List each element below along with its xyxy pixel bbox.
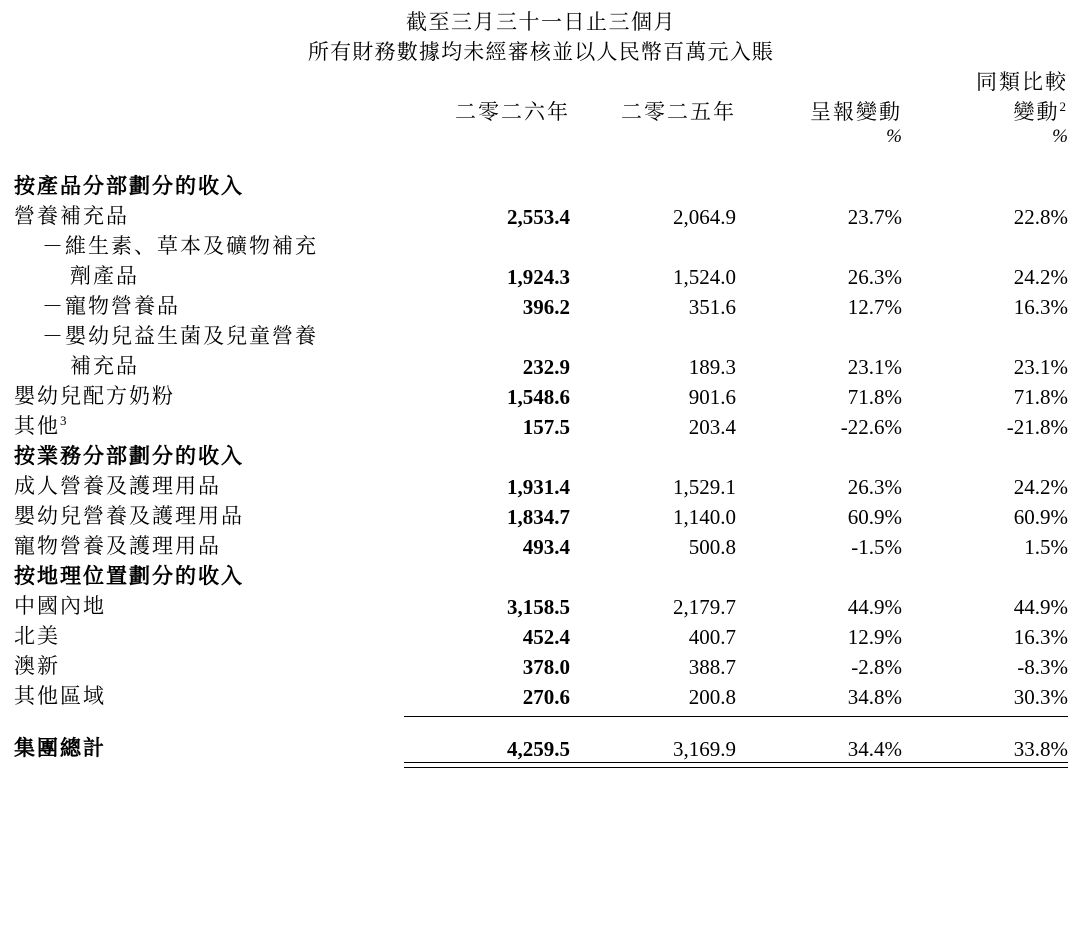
row-value-current: 1,931.4 xyxy=(507,475,570,499)
row-value-reported-change xyxy=(736,230,902,260)
header-title-row-1 xyxy=(14,6,1068,36)
row-value-comparable-change: 30.3% xyxy=(1013,685,1068,709)
row-value-current: 452.4 xyxy=(522,625,570,649)
table-row xyxy=(14,470,1068,500)
total-rule-bottom-prior xyxy=(570,767,736,769)
column-header-comparable-change-line1: 同類比較 xyxy=(976,70,1068,94)
row-value-comparable-change: 22.8% xyxy=(1013,205,1068,229)
row-label: 澳新 xyxy=(14,654,60,678)
row-value-prior xyxy=(570,320,736,350)
total-rule-bottom-row xyxy=(14,767,1068,769)
row-label: －維生素、草本及礦物補充 xyxy=(42,234,318,258)
row-value-current: 1,548.6 xyxy=(507,385,570,409)
unit-percent-reported: % xyxy=(886,126,902,147)
row-value-prior: 388.7 xyxy=(688,655,736,679)
row-value-comparable-change: 24.2% xyxy=(1013,475,1068,499)
row-value-prior: 351.6 xyxy=(688,295,736,319)
row-value-reported-change: 60.9% xyxy=(847,505,902,529)
comparable-change-footnote-marker: 2 xyxy=(1059,99,1068,114)
row-label: 成人營養及護理用品 xyxy=(14,474,221,498)
row-value-reported-change: 23.7% xyxy=(847,205,902,229)
total-value-reported-change: 34.4% xyxy=(847,736,902,761)
row-label: 其他區域 xyxy=(14,684,106,708)
table-row xyxy=(14,620,1068,650)
row-value-prior: 2,179.7 xyxy=(673,595,736,619)
header-units-row xyxy=(14,126,1068,148)
row-label xyxy=(14,410,404,440)
row-value-current: 1,924.3 xyxy=(507,265,570,289)
table-row xyxy=(14,680,1068,710)
report-period-title: 截至三月三十一日止三個月 xyxy=(406,10,676,34)
table-row xyxy=(14,410,1068,440)
section-geography xyxy=(14,560,1068,710)
row-value-prior: 189.3 xyxy=(688,355,736,379)
table-row xyxy=(14,500,1068,530)
column-header-comparable-change-line2 xyxy=(902,96,1068,126)
row-value-prior: 1,529.1 xyxy=(673,475,736,499)
row-value-comparable-change xyxy=(902,230,1068,260)
row-value-comparable-change: -21.8% xyxy=(1006,415,1068,439)
section-title-geography: 按地理位置劃分的收入 xyxy=(14,564,244,588)
column-header-reported-change: 呈報變動 xyxy=(810,100,902,124)
row-value-reported-change: 12.7% xyxy=(847,295,902,319)
section-total xyxy=(14,710,1068,769)
table-row xyxy=(14,320,1068,350)
row-value-comparable-change: -8.3% xyxy=(1017,655,1068,679)
table-row xyxy=(14,200,1068,230)
total-rule-bottom-current xyxy=(404,767,570,769)
section-title-product: 按產品分部劃分的收入 xyxy=(14,174,244,198)
row-value-reported-change: 26.3% xyxy=(847,265,902,289)
row-value-prior: 200.8 xyxy=(688,685,736,709)
row-value-comparable-change: 16.3% xyxy=(1013,295,1068,319)
report-basis-note: 所有財務數據均未經審核並以人民幣百萬元入賬 xyxy=(307,40,775,64)
column-header-year-prior: 二零二五年 xyxy=(621,100,736,124)
section-title-row xyxy=(14,560,1068,590)
row-value-current: 157.5 xyxy=(522,415,570,439)
row-value-current: 270.6 xyxy=(522,685,570,709)
row-label: 中國內地 xyxy=(14,594,106,618)
row-value-comparable-change: 1.5% xyxy=(1024,535,1068,559)
row-value-comparable-change xyxy=(902,320,1068,350)
row-value-current: 2,553.4 xyxy=(507,205,570,229)
header-spacer-row xyxy=(14,148,1068,170)
row-value-prior xyxy=(570,230,736,260)
row-value-comparable-change: 24.2% xyxy=(1013,265,1068,289)
row-value-current: 3,158.5 xyxy=(507,595,570,619)
financial-table xyxy=(14,6,1068,769)
row-value-reported-change: 26.3% xyxy=(847,475,902,499)
row-value-reported-change: 12.9% xyxy=(847,625,902,649)
row-value-reported-change: -22.6% xyxy=(840,415,902,439)
row-value-comparable-change: 16.3% xyxy=(1013,625,1068,649)
row-value-prior: 400.7 xyxy=(688,625,736,649)
row-value-reported-change: 34.8% xyxy=(847,685,902,709)
section-title-row xyxy=(14,170,1068,200)
header-columns-row xyxy=(14,96,1068,126)
row-label: 北美 xyxy=(14,624,60,648)
section-title-row xyxy=(14,440,1068,470)
row-value-comparable-change: 71.8% xyxy=(1013,385,1068,409)
row-value-reported-change xyxy=(736,320,902,350)
row-label: 劑產品 xyxy=(70,264,139,288)
row-value-current: 232.9 xyxy=(522,355,570,379)
table-row xyxy=(14,230,1068,260)
total-value-comparable-change: 33.8% xyxy=(1013,736,1068,761)
row-value-prior: 901.6 xyxy=(688,385,736,409)
row-value-comparable-change: 44.9% xyxy=(1013,595,1068,619)
table-row xyxy=(14,350,1068,380)
rule-spacer xyxy=(14,718,1068,732)
row-value-reported-change: 71.8% xyxy=(847,385,902,409)
total-rule-bottom-comparable xyxy=(902,767,1068,769)
header-title-row-2 xyxy=(14,36,1068,66)
row-value-prior: 203.4 xyxy=(688,415,736,439)
row-value-current: 493.4 xyxy=(522,535,570,559)
row-label: －寵物營養品 xyxy=(42,294,180,318)
row-value-prior: 500.8 xyxy=(688,535,736,559)
row-value-reported-change: -1.5% xyxy=(851,535,902,559)
unit-percent-comparable: % xyxy=(1052,126,1068,147)
row-value-comparable-change: 60.9% xyxy=(1013,505,1068,529)
row-value-comparable-change: 23.1% xyxy=(1013,355,1068,379)
table-header-group xyxy=(14,6,1068,170)
row-label: 補充品 xyxy=(70,354,139,378)
row-label: －嬰幼兒益生菌及兒童營養 xyxy=(42,324,318,348)
row-value-reported-change: 23.1% xyxy=(847,355,902,379)
row-value-prior: 1,524.0 xyxy=(673,265,736,289)
row-label: 嬰幼兒配方奶粉 xyxy=(14,384,175,408)
row-label: 營養補充品 xyxy=(14,204,129,228)
row-value-prior: 2,064.9 xyxy=(673,205,736,229)
row-label-footnote-marker: 3 xyxy=(60,413,69,428)
section-title-business: 按業務分部劃分的收入 xyxy=(14,444,244,468)
total-value-current: 4,259.5 xyxy=(507,736,570,761)
column-header-year-current: 二零二六年 xyxy=(455,100,570,124)
table-row xyxy=(14,380,1068,410)
row-label: 寵物營養及護理用品 xyxy=(14,534,221,558)
row-value-current: 378.0 xyxy=(522,655,570,679)
row-value-current xyxy=(404,320,570,350)
row-value-prior: 1,140.0 xyxy=(673,505,736,529)
table-row xyxy=(14,590,1068,620)
section-product-segment xyxy=(14,170,1068,440)
row-value-reported-change: 44.9% xyxy=(847,595,902,619)
row-value-reported-change: -2.8% xyxy=(851,655,902,679)
row-value-current xyxy=(404,230,570,260)
table-row xyxy=(14,530,1068,560)
row-label-text: 其他 xyxy=(14,414,60,438)
table-row xyxy=(14,260,1068,290)
total-value-prior: 3,169.9 xyxy=(673,736,736,761)
total-label: 集團總計 xyxy=(14,736,106,760)
table-row xyxy=(14,650,1068,680)
total-row xyxy=(14,732,1068,762)
table-row xyxy=(14,290,1068,320)
row-value-current: 1,834.7 xyxy=(507,505,570,529)
section-business-segment xyxy=(14,440,1068,560)
comparable-change-text: 變動 xyxy=(1013,100,1060,124)
header-comparable-label-row xyxy=(14,66,1068,96)
total-rule-bottom-reported xyxy=(736,767,902,769)
row-value-current: 396.2 xyxy=(522,295,570,319)
row-label: 嬰幼兒營養及護理用品 xyxy=(14,504,244,528)
